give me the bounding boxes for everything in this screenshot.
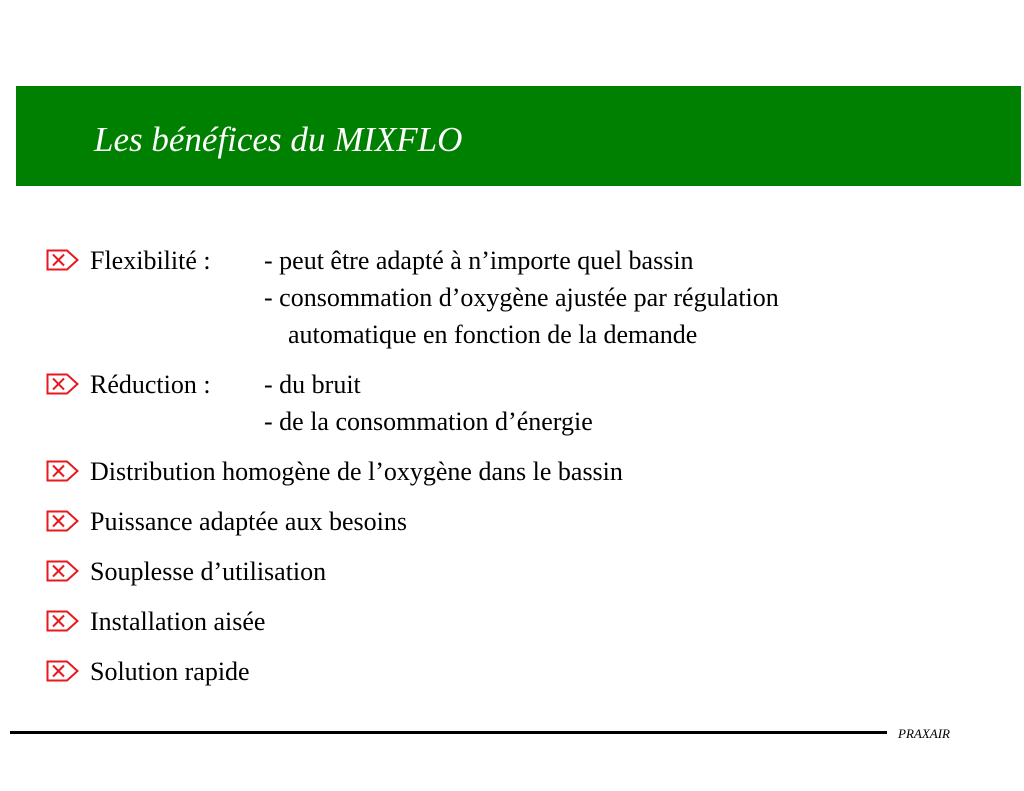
- bullet-label: Réduction :: [90, 370, 211, 399]
- checkbox-x-icon: [46, 610, 79, 632]
- detail-line: - peut être adapté à n’importe quel bassin: [264, 246, 694, 275]
- checkbox-x-icon: [46, 373, 79, 395]
- bullet-item-reduction: [46, 366, 996, 440]
- checkbox-x-icon: [46, 249, 79, 271]
- footer-divider: [10, 731, 887, 734]
- bullet-item-solution: [46, 653, 996, 690]
- bullet-details: [264, 366, 593, 440]
- bullet-label: Distribution homogène de l’oxygène dans le bassin: [90, 457, 623, 486]
- bullet-list: [46, 242, 996, 690]
- detail-line: - consommation d’oxygène ajustée par régulation: [264, 283, 779, 312]
- slide-title: Les bénéfices du MIXFLO: [94, 120, 463, 159]
- bullet-label: Puissance adaptée aux besoins: [90, 507, 407, 536]
- detail-line: - du bruit: [264, 370, 361, 399]
- detail-line: - de la consommation d’énergie: [264, 407, 593, 436]
- bullet-item-puissance: [46, 503, 996, 540]
- detail-line: automatique en fonction de la demande: [288, 320, 698, 349]
- bullet-label: Souplesse d’utilisation: [90, 557, 327, 586]
- bullet-details: [264, 242, 779, 353]
- title-bar: [16, 86, 1021, 186]
- checkbox-x-icon: [46, 510, 79, 532]
- checkbox-x-icon: [46, 660, 79, 682]
- bullet-item-installation: [46, 603, 996, 640]
- bullet-label: Flexibilité :: [90, 246, 211, 275]
- footer-brand: PRAXAIR: [898, 726, 950, 741]
- bullet-item-souplesse: [46, 553, 996, 590]
- bullet-item-distribution: [46, 453, 996, 490]
- checkbox-x-icon: [46, 460, 79, 482]
- bullet-label: Installation aisée: [90, 607, 266, 636]
- bullet-label: Solution rapide: [90, 657, 250, 686]
- checkbox-x-icon: [46, 560, 79, 582]
- bullet-item-flexibilite: [46, 242, 996, 353]
